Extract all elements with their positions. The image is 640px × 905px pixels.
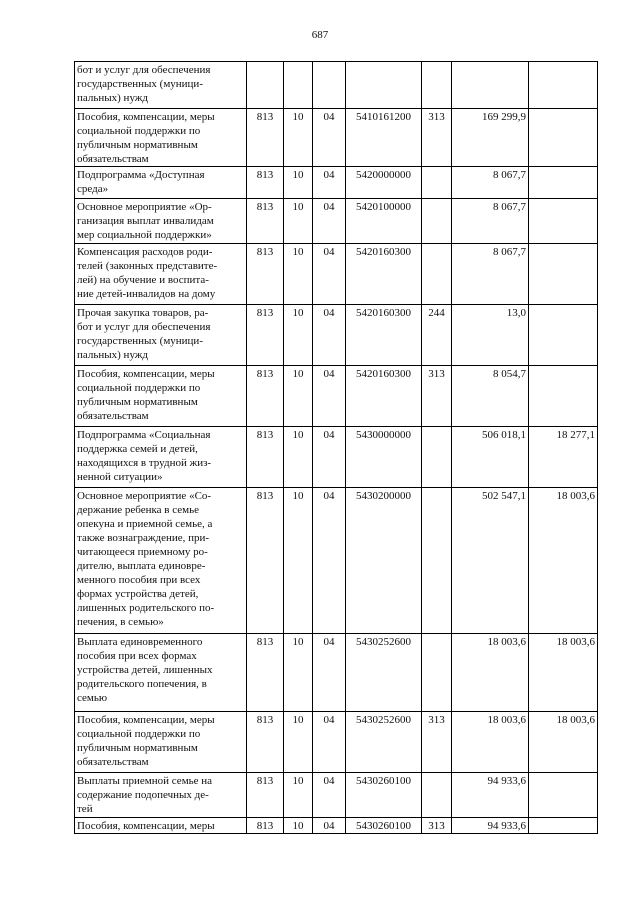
table-row [75,488,598,634]
row-csr-cell: 5430260100 [346,818,422,834]
row-pr-cell: 04 [313,199,346,244]
row-sum2-cell [529,62,598,109]
row-sum2-cell [529,305,598,366]
row-vr-cell: 313 [422,109,452,167]
row-csr-cell: 5430252600 [346,634,422,712]
row-rz-cell [284,62,313,109]
row-csr-cell: 5420160300 [346,366,422,427]
table-row [75,167,598,199]
row-pr-cell: 04 [313,109,346,167]
budget-table [74,61,598,834]
row-rz-cell: 10 [284,167,313,199]
row-pr-cell: 04 [313,634,346,712]
row-ved-cell: 813 [247,167,284,199]
row-sum2-cell [529,199,598,244]
row-ved-cell: 813 [247,488,284,634]
row-sum1-cell: 8 067,7 [452,167,529,199]
row-ved-cell [247,62,284,109]
row-rz-cell: 10 [284,488,313,634]
table-row [75,109,598,167]
row-pr-cell [313,62,346,109]
row-vr-cell [422,244,452,305]
table-row [75,62,598,109]
table-row [75,818,598,834]
row-sum1-cell: 94 933,6 [452,773,529,818]
row-ved-cell: 813 [247,712,284,773]
row-name-cell: Пособия, компенсации, меры социальной поддержки по публичным нормативным обязательствам [75,712,247,773]
table-row [75,634,598,712]
row-sum1-cell: 169 299,9 [452,109,529,167]
row-vr-cell: 313 [422,818,452,834]
row-rz-cell: 10 [284,634,313,712]
row-name-cell: Пособия, компенсации, меры [75,818,247,834]
row-pr-cell: 04 [313,366,346,427]
row-csr-cell: 5420000000 [346,167,422,199]
row-sum1-cell: 8 067,7 [452,199,529,244]
row-name-cell: бот и услуг для обеспечения государственных (муници- пальных) нужд [75,62,247,109]
row-sum1-cell: 502 547,1 [452,488,529,634]
row-ved-cell: 813 [247,305,284,366]
row-vr-cell [422,427,452,488]
row-ved-cell: 813 [247,427,284,488]
row-name-cell: Основное мероприятие «Со- держание ребенка в семье опекуна и приемной семье, а также вознаграждение, при- читающееся приемному ро- дителю, выплата единовре- менного пособия при всех формах устройства детей, лишенных родительского по- печения, в семью» [75,488,247,634]
row-ved-cell: 813 [247,634,284,712]
row-sum1-cell: 13,0 [452,305,529,366]
table-row [75,366,598,427]
row-csr-cell: 5430000000 [346,427,422,488]
row-sum2-cell: 18 277,1 [529,427,598,488]
row-name-cell: Выплата единовременного пособия при всех формах устройства детей, лишенных родительского попечения, в семью [75,634,247,712]
row-rz-cell: 10 [284,712,313,773]
row-sum1-cell [452,62,529,109]
row-pr-cell: 04 [313,818,346,834]
row-vr-cell [422,62,452,109]
table-row [75,712,598,773]
row-sum2-cell: 18 003,6 [529,488,598,634]
row-sum2-cell [529,244,598,305]
row-ved-cell: 813 [247,818,284,834]
row-sum2-cell [529,167,598,199]
row-sum1-cell: 506 018,1 [452,427,529,488]
table-row [75,244,598,305]
table-body [75,62,598,834]
row-rz-cell: 10 [284,818,313,834]
row-sum2-cell [529,366,598,427]
row-csr-cell: 5430252600 [346,712,422,773]
row-name-cell: Пособия, компенсации, меры социальной поддержки по публичным нормативным обязательствам [75,366,247,427]
row-sum1-cell: 18 003,6 [452,634,529,712]
row-vr-cell: 244 [422,305,452,366]
row-vr-cell [422,634,452,712]
row-rz-cell: 10 [284,199,313,244]
row-rz-cell: 10 [284,366,313,427]
row-vr-cell: 313 [422,366,452,427]
row-ved-cell: 813 [247,199,284,244]
row-pr-cell: 04 [313,488,346,634]
row-pr-cell: 04 [313,305,346,366]
row-name-cell: Подпрограмма «Доступная среда» [75,167,247,199]
row-sum2-cell: 18 003,6 [529,712,598,773]
row-pr-cell: 04 [313,427,346,488]
row-rz-cell: 10 [284,427,313,488]
row-ved-cell: 813 [247,109,284,167]
row-name-cell: Пособия, компенсации, меры социальной поддержки по публичным нормативным обязательствам [75,109,247,167]
row-rz-cell: 10 [284,109,313,167]
row-sum1-cell: 8 067,7 [452,244,529,305]
row-rz-cell: 10 [284,305,313,366]
row-pr-cell: 04 [313,244,346,305]
row-sum2-cell: 18 003,6 [529,634,598,712]
row-ved-cell: 813 [247,244,284,305]
row-csr-cell: 5420160300 [346,305,422,366]
row-vr-cell [422,199,452,244]
row-sum2-cell [529,109,598,167]
row-pr-cell: 04 [313,712,346,773]
row-csr-cell: 5420100000 [346,199,422,244]
row-sum2-cell [529,773,598,818]
table-row [75,305,598,366]
row-rz-cell: 10 [284,244,313,305]
row-pr-cell: 04 [313,773,346,818]
row-sum1-cell: 18 003,6 [452,712,529,773]
row-vr-cell [422,167,452,199]
table-row [75,199,598,244]
row-vr-cell [422,773,452,818]
row-csr-cell: 5420160300 [346,244,422,305]
page-number: 687 [311,29,329,41]
row-sum1-cell: 8 054,7 [452,366,529,427]
row-name-cell: Прочая закупка товаров, ра- бот и услуг для обеспечения государственных (муници- пальных) нужд [75,305,247,366]
row-csr-cell: 5410161200 [346,109,422,167]
row-ved-cell: 813 [247,366,284,427]
row-sum2-cell [529,818,598,834]
row-ved-cell: 813 [247,773,284,818]
table-row [75,427,598,488]
row-rz-cell: 10 [284,773,313,818]
row-name-cell: Основное мероприятие «Ор- ганизация выплат инвалидам мер социальной поддержки» [75,199,247,244]
row-csr-cell [346,62,422,109]
row-name-cell: Компенсация расходов роди- телей (законных представите- лей) на обучение и воспита- ние детей-инвалидов на дому [75,244,247,305]
row-vr-cell: 313 [422,712,452,773]
row-csr-cell: 5430200000 [346,488,422,634]
row-sum1-cell: 94 933,6 [452,818,529,834]
row-name-cell: Выплаты приемной семье на содержание подопечных де- тей [75,773,247,818]
row-csr-cell: 5430260100 [346,773,422,818]
row-vr-cell [422,488,452,634]
table-row [75,773,598,818]
row-pr-cell: 04 [313,167,346,199]
row-name-cell: Подпрограмма «Социальная поддержка семей и детей, находящихся в трудной жиз- ненной ситуации» [75,427,247,488]
